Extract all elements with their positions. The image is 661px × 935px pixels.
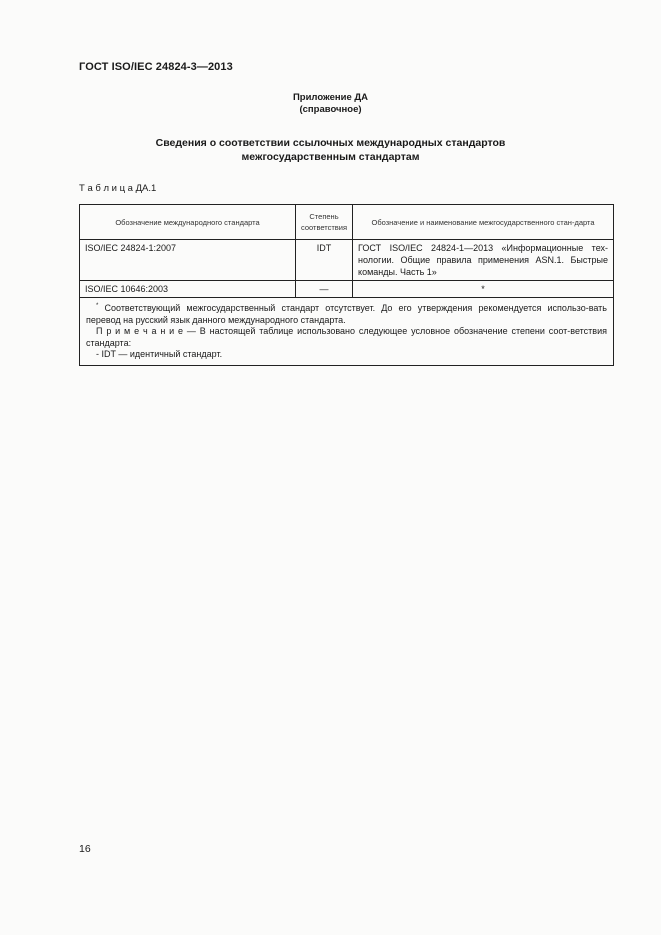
footnote-mark: *	[96, 303, 99, 309]
cell-intl: ISO/IEC 24824-1:2007	[80, 240, 296, 281]
page-number: 16	[79, 843, 91, 855]
header-intl-standard: Обозначение международного стандарта	[80, 205, 296, 240]
table-notes-row	[80, 298, 614, 366]
note-label: П р и м е ч а н и е —	[96, 326, 196, 336]
document-code: ГОСТ ISO/IEC 24824-3—2013	[79, 61, 233, 73]
cell-national: *	[353, 281, 614, 298]
cell-degree: —	[296, 281, 353, 298]
annex-heading	[0, 92, 661, 116]
table-row	[80, 240, 614, 281]
table-notes	[80, 298, 614, 366]
annex-title: Приложение ДА	[292, 92, 369, 103]
note	[86, 326, 607, 349]
annex-subtitle: (справочное)	[299, 104, 362, 115]
table-caption: Т а б л и ц а ДА.1	[79, 183, 157, 194]
correspondence-table	[79, 204, 614, 366]
cell-degree: IDT	[296, 240, 353, 281]
header-degree: Степень соответствия	[296, 205, 353, 240]
section-title	[0, 136, 661, 164]
table-row	[80, 281, 614, 298]
section-title-line2: межгосударственным стандартам	[241, 151, 420, 163]
note-item: - IDT — идентичный стандарт.	[96, 349, 223, 359]
header-national-standard: Обозначение и наименование межгосударственного стан-дарта	[353, 205, 614, 240]
section-title-line1: Сведения о соответствии ссылочных международных стандартов	[155, 137, 506, 149]
footnote	[86, 301, 607, 326]
note-text: В настоящей таблице использовано следующее условное обозначение степени соот-ветствия стандарта:	[86, 326, 607, 348]
footnote-text: Соответствующий межгосударственный стандарт отсутствует. До его утверждения рекомендуется использо-вать перевод на русский язык данного международного стандарта.	[86, 303, 607, 325]
table-header-row	[80, 205, 614, 240]
cell-intl: ISO/IEC 10646:2003	[80, 281, 296, 298]
cell-national: ГОСТ ISO/IEC 24824-1—2013 «Информационные тех-нологии. Общие правила применения ASN.1. Быстрые команды. Часть 1»	[353, 240, 614, 281]
